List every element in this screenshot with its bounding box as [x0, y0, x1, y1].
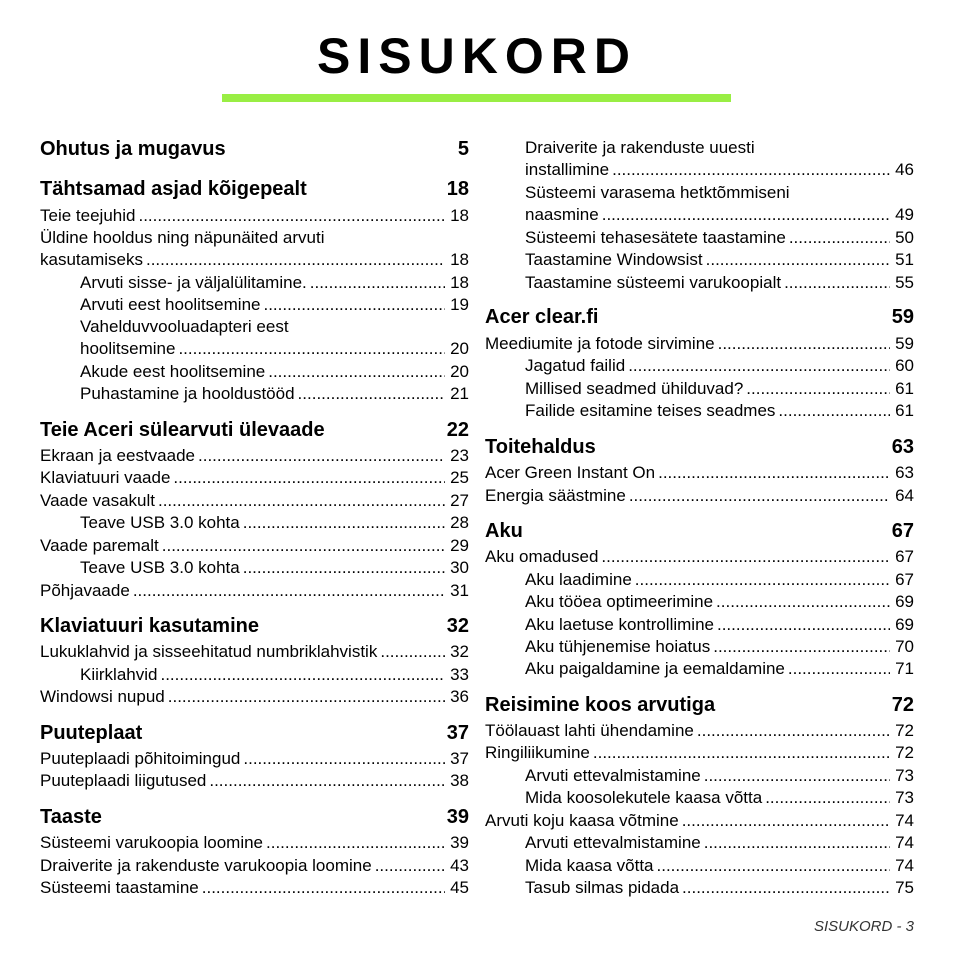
- toc-entry[interactable]: [485, 658, 914, 680]
- toc-entry[interactable]: [40, 557, 469, 579]
- entry-page: 45: [450, 878, 469, 897]
- entry-title: Jagatud failid: [525, 356, 626, 375]
- dot-leader: [628, 355, 890, 377]
- entry-page: 72: [895, 721, 914, 740]
- entry-title: installimine: [525, 160, 610, 179]
- entry-page: 46: [895, 160, 914, 179]
- toc-entry[interactable]: [40, 877, 469, 899]
- entry-page: 18: [450, 250, 469, 269]
- page-title: SISUKORD: [317, 28, 637, 84]
- chapter-page: 59: [891, 306, 914, 328]
- toc-entry[interactable]: [40, 490, 469, 512]
- dot-leader: [243, 748, 445, 770]
- entry-page: 67: [895, 570, 914, 589]
- toc-entry[interactable]: [40, 272, 469, 294]
- entry-title: Taastamine Windowsist: [525, 250, 703, 269]
- dot-leader: [704, 832, 890, 854]
- entry-title: Klaviatuuri vaade: [40, 468, 171, 487]
- entry-title: Akude eest hoolitsemine: [80, 362, 266, 381]
- entry-page: 25: [450, 468, 469, 487]
- entry-page: 28: [450, 513, 469, 532]
- toc-entry[interactable]: [485, 400, 914, 422]
- entry-title: Teave USB 3.0 kohta: [80, 558, 240, 577]
- dot-leader: [178, 338, 445, 360]
- chapter-title: Tähtsamad asjad kõigepealt: [40, 178, 307, 200]
- toc-entry[interactable]: [485, 462, 914, 484]
- title-underline-bar: [222, 94, 731, 102]
- toc-entry[interactable]: [40, 361, 469, 383]
- dot-leader: [717, 614, 890, 636]
- entry-page: 75: [895, 878, 914, 897]
- toc-entry[interactable]: [40, 748, 469, 770]
- entry-title: Mida koosolekutele kaasa võtta: [525, 788, 763, 807]
- toc-chapter[interactable]: [40, 805, 469, 829]
- entry-title: Aku laadimine: [525, 570, 632, 589]
- dot-leader: [765, 787, 890, 809]
- chapter-page: 32: [446, 615, 469, 637]
- dot-leader: [133, 580, 445, 602]
- entry-title: Aku paigaldamine ja eemaldamine: [525, 659, 785, 678]
- entry-title: Energia säästmine: [485, 486, 626, 505]
- dot-leader: [706, 249, 890, 271]
- toc-entry-line: Vahelduvvooluadapteri eest: [80, 317, 289, 336]
- entry-title: Arvuti ettevalmistamine: [525, 766, 701, 785]
- entry-page: 18: [450, 273, 469, 292]
- toc-entry[interactable]: [40, 467, 469, 489]
- entry-page: 18: [450, 206, 469, 225]
- chapter-title: Puuteplaat: [40, 722, 143, 744]
- entry-title: Põhjavaade: [40, 581, 130, 600]
- entry-page: 70: [895, 637, 914, 656]
- toc-entry[interactable]: [485, 159, 914, 181]
- chapter-page: 37: [446, 722, 469, 744]
- entry-page: 74: [895, 833, 914, 852]
- entry-title: kasutamiseks: [40, 250, 143, 269]
- toc-entry[interactable]: [40, 855, 469, 877]
- entry-page: 38: [450, 771, 469, 790]
- dot-leader: [263, 294, 445, 316]
- toc-chapter[interactable]: [40, 177, 469, 201]
- chapter-title: Aku: [485, 520, 523, 542]
- entry-title: Meediumite ja fotode sirvimine: [485, 334, 715, 353]
- dot-leader: [602, 204, 890, 226]
- entry-title: Ringiliikumine: [485, 743, 590, 762]
- entry-title: naasmine: [525, 205, 599, 224]
- entry-page: 31: [450, 581, 469, 600]
- entry-title: Windowsi nupud: [40, 687, 165, 706]
- entry-page: 61: [895, 401, 914, 420]
- toc-chapter[interactable]: [485, 305, 914, 329]
- toc-chapter[interactable]: [485, 519, 914, 543]
- entry-title: Arvuti koju kaasa võtmine: [485, 811, 679, 830]
- toc-entry[interactable]: [40, 686, 469, 708]
- toc-entry[interactable]: [485, 355, 914, 377]
- toc-entry[interactable]: [485, 636, 914, 658]
- entry-page: 49: [895, 205, 914, 224]
- toc-entry[interactable]: [485, 787, 914, 809]
- toc-entry[interactable]: [485, 227, 914, 249]
- chapter-page: 67: [891, 520, 914, 542]
- dot-leader: [593, 742, 890, 764]
- entry-page: 59: [895, 334, 914, 353]
- chapter-page: 39: [446, 806, 469, 828]
- dot-leader: [658, 462, 890, 484]
- dot-leader: [298, 383, 445, 405]
- chapter-title: Ohutus ja mugavus: [40, 138, 226, 160]
- entry-title: Acer Green Instant On: [485, 463, 656, 482]
- entry-title: Draiverite ja rakenduste varukoopia loomine: [40, 856, 372, 875]
- toc-chapter[interactable]: [40, 137, 469, 161]
- toc-entry[interactable]: [485, 832, 914, 854]
- toc-chapter[interactable]: [40, 721, 469, 745]
- entry-page: 73: [895, 766, 914, 785]
- dot-leader: [657, 855, 890, 877]
- toc-chapter[interactable]: [485, 693, 914, 717]
- dot-leader: [778, 400, 890, 422]
- dot-leader: [268, 361, 445, 383]
- entry-page: 71: [895, 659, 914, 678]
- dot-leader: [682, 810, 890, 832]
- chapter-page: 22: [446, 419, 469, 441]
- entry-title: Aku laetuse kontrollimine: [525, 615, 714, 634]
- dot-leader: [162, 535, 445, 557]
- entry-page: 72: [895, 743, 914, 762]
- entry-title: Millised seadmed ühilduvad?: [525, 379, 744, 398]
- toc-entry[interactable]: [40, 641, 469, 663]
- entry-title: Mida kaasa võtta: [525, 856, 654, 875]
- entry-page: 74: [895, 856, 914, 875]
- entry-title: Ekraan ja eestvaade: [40, 446, 195, 465]
- dot-leader: [635, 569, 890, 591]
- entry-page: 33: [450, 665, 469, 684]
- toc-entry[interactable]: [485, 249, 914, 271]
- entry-page: 61: [895, 379, 914, 398]
- toc-entry[interactable]: [40, 832, 469, 854]
- entry-title: Töölauast lahti ühendamine: [485, 721, 694, 740]
- dot-leader: [789, 227, 890, 249]
- toc-entry[interactable]: [485, 614, 914, 636]
- toc-entry[interactable]: [485, 877, 914, 899]
- dot-leader: [243, 557, 445, 579]
- page-footer: SISUKORD - 3: [813, 918, 914, 935]
- dot-leader: [202, 877, 445, 899]
- entry-title: Süsteemi tehasesätete taastamine: [525, 228, 786, 247]
- chapter-title: Klaviatuuri kasutamine: [40, 615, 259, 637]
- dot-leader: [168, 686, 445, 708]
- entry-title: Puhastamine ja hooldustööd: [80, 384, 295, 403]
- toc-entry[interactable]: [485, 569, 914, 591]
- entry-title: Arvuti sisse- ja väljalülitamine.: [80, 273, 307, 292]
- entry-page: 74: [895, 811, 914, 830]
- dot-leader: [784, 272, 890, 294]
- entry-title: Teie teejuhid: [40, 206, 136, 225]
- toc-entry[interactable]: [40, 383, 469, 405]
- dot-leader: [716, 591, 890, 613]
- toc-entry[interactable]: [485, 720, 914, 742]
- chapter-title: Taaste: [40, 806, 102, 828]
- toc-entry[interactable]: [485, 742, 914, 764]
- entry-page: 43: [450, 856, 469, 875]
- toc-entry[interactable]: [40, 445, 469, 467]
- entry-title: Teave USB 3.0 kohta: [80, 513, 240, 532]
- toc-entry[interactable]: [40, 664, 469, 686]
- toc-entry-line: Üldine hooldus ning näpunäited arvuti: [40, 228, 325, 247]
- dot-leader: [788, 658, 890, 680]
- entry-page: 23: [450, 446, 469, 465]
- dot-leader: [198, 445, 445, 467]
- entry-page: 20: [450, 339, 469, 358]
- entry-page: 64: [895, 486, 914, 505]
- entry-page: 69: [895, 592, 914, 611]
- toc-entry[interactable]: [40, 580, 469, 602]
- dot-leader: [697, 720, 890, 742]
- chapter-page: 72: [891, 694, 914, 716]
- toc-entry[interactable]: [485, 546, 914, 568]
- entry-page: 63: [895, 463, 914, 482]
- toc-entry[interactable]: [40, 294, 469, 316]
- toc-chapter[interactable]: [40, 614, 469, 638]
- entry-title: Puuteplaadi liigutused: [40, 771, 207, 790]
- entry-title: hoolitsemine: [80, 339, 176, 358]
- toc-entry[interactable]: [485, 485, 914, 507]
- dot-leader: [704, 765, 890, 787]
- toc-chapter[interactable]: [40, 418, 469, 442]
- toc-entry[interactable]: [40, 338, 469, 360]
- entry-title: Aku tööea optimeerimine: [525, 592, 714, 611]
- entry-title: Kiirklahvid: [80, 665, 158, 684]
- chapter-page: 63: [891, 436, 914, 458]
- toc-entry[interactable]: [485, 810, 914, 832]
- entry-title: Arvuti ettevalmistamine: [525, 833, 701, 852]
- dot-leader: [310, 272, 445, 294]
- entry-page: 29: [450, 536, 469, 555]
- dot-leader: [746, 378, 890, 400]
- toc-entry[interactable]: [40, 535, 469, 557]
- entry-title: Taastamine süsteemi varukoopialt: [525, 273, 782, 292]
- dot-leader: [601, 546, 890, 568]
- entry-page: 55: [895, 273, 914, 292]
- dot-leader: [682, 877, 890, 899]
- entry-page: 19: [450, 295, 469, 314]
- dot-leader: [158, 490, 445, 512]
- chapter-title: Teie Aceri sülearvuti ülevaade: [40, 419, 325, 441]
- toc-entry[interactable]: [485, 855, 914, 877]
- entry-title: Vaade paremalt: [40, 536, 159, 555]
- chapter-title: Acer clear.fi: [485, 306, 599, 328]
- dot-leader: [160, 664, 445, 686]
- toc-entry[interactable]: [40, 249, 469, 271]
- entry-page: 30: [450, 558, 469, 577]
- entry-title: Failide esitamine teises seadmes: [525, 401, 776, 420]
- chapter-page: 5: [457, 138, 469, 160]
- dot-leader: [243, 512, 445, 534]
- toc-entry[interactable]: [485, 591, 914, 613]
- entry-title: Vaade vasakult: [40, 491, 155, 510]
- entry-title: Aku tühjenemise hoiatus: [525, 637, 711, 656]
- dot-leader: [718, 333, 890, 355]
- toc-entry[interactable]: [485, 204, 914, 226]
- chapter-page: 18: [446, 178, 469, 200]
- dot-leader: [266, 832, 445, 854]
- entry-page: 21: [450, 384, 469, 403]
- toc-entry[interactable]: [485, 272, 914, 294]
- entry-page: 32: [450, 642, 469, 661]
- dot-leader: [375, 855, 445, 877]
- dot-leader: [209, 770, 445, 792]
- toc-entry[interactable]: [485, 333, 914, 355]
- entry-page: 20: [450, 362, 469, 381]
- dot-leader: [612, 159, 890, 181]
- entry-page: 69: [895, 615, 914, 634]
- entry-page: 67: [895, 547, 914, 566]
- chapter-title: Reisimine koos arvutiga: [485, 694, 716, 716]
- dot-leader: [173, 467, 445, 489]
- entry-title: Arvuti eest hoolitsemine: [80, 295, 261, 314]
- entry-page: 36: [450, 687, 469, 706]
- toc-entry[interactable]: [40, 205, 469, 227]
- entry-page: 60: [895, 356, 914, 375]
- entry-page: 50: [895, 228, 914, 247]
- entry-page: 37: [450, 749, 469, 768]
- toc-entry[interactable]: [40, 512, 469, 534]
- entry-page: 73: [895, 788, 914, 807]
- toc-chapter[interactable]: [485, 435, 914, 459]
- dot-leader: [713, 636, 890, 658]
- entry-title: Aku omadused: [485, 547, 599, 566]
- entry-title: Süsteemi taastamine: [40, 878, 199, 897]
- dot-leader: [380, 641, 445, 663]
- toc-entry-line: Süsteemi varasema hetktõmmiseni: [525, 183, 790, 202]
- toc-entry[interactable]: [40, 770, 469, 792]
- entry-page: 27: [450, 491, 469, 510]
- entry-title: Puuteplaadi põhitoimingud: [40, 749, 241, 768]
- dot-leader: [146, 249, 445, 271]
- dot-leader: [629, 485, 890, 507]
- entry-title: Süsteemi varukoopia loomine: [40, 833, 264, 852]
- entry-title: Lukuklahvid ja sisseehitatud numbriklahvistik: [40, 642, 378, 661]
- dot-leader: [138, 205, 445, 227]
- chapter-title: Toitehaldus: [485, 436, 596, 458]
- entry-page: 51: [895, 250, 914, 269]
- toc-entry-line: Draiverite ja rakenduste uuesti: [525, 138, 755, 157]
- toc-entry[interactable]: [485, 765, 914, 787]
- entry-page: 39: [450, 833, 469, 852]
- entry-title: Tasub silmas pidada: [525, 878, 680, 897]
- toc-entry[interactable]: [485, 378, 914, 400]
